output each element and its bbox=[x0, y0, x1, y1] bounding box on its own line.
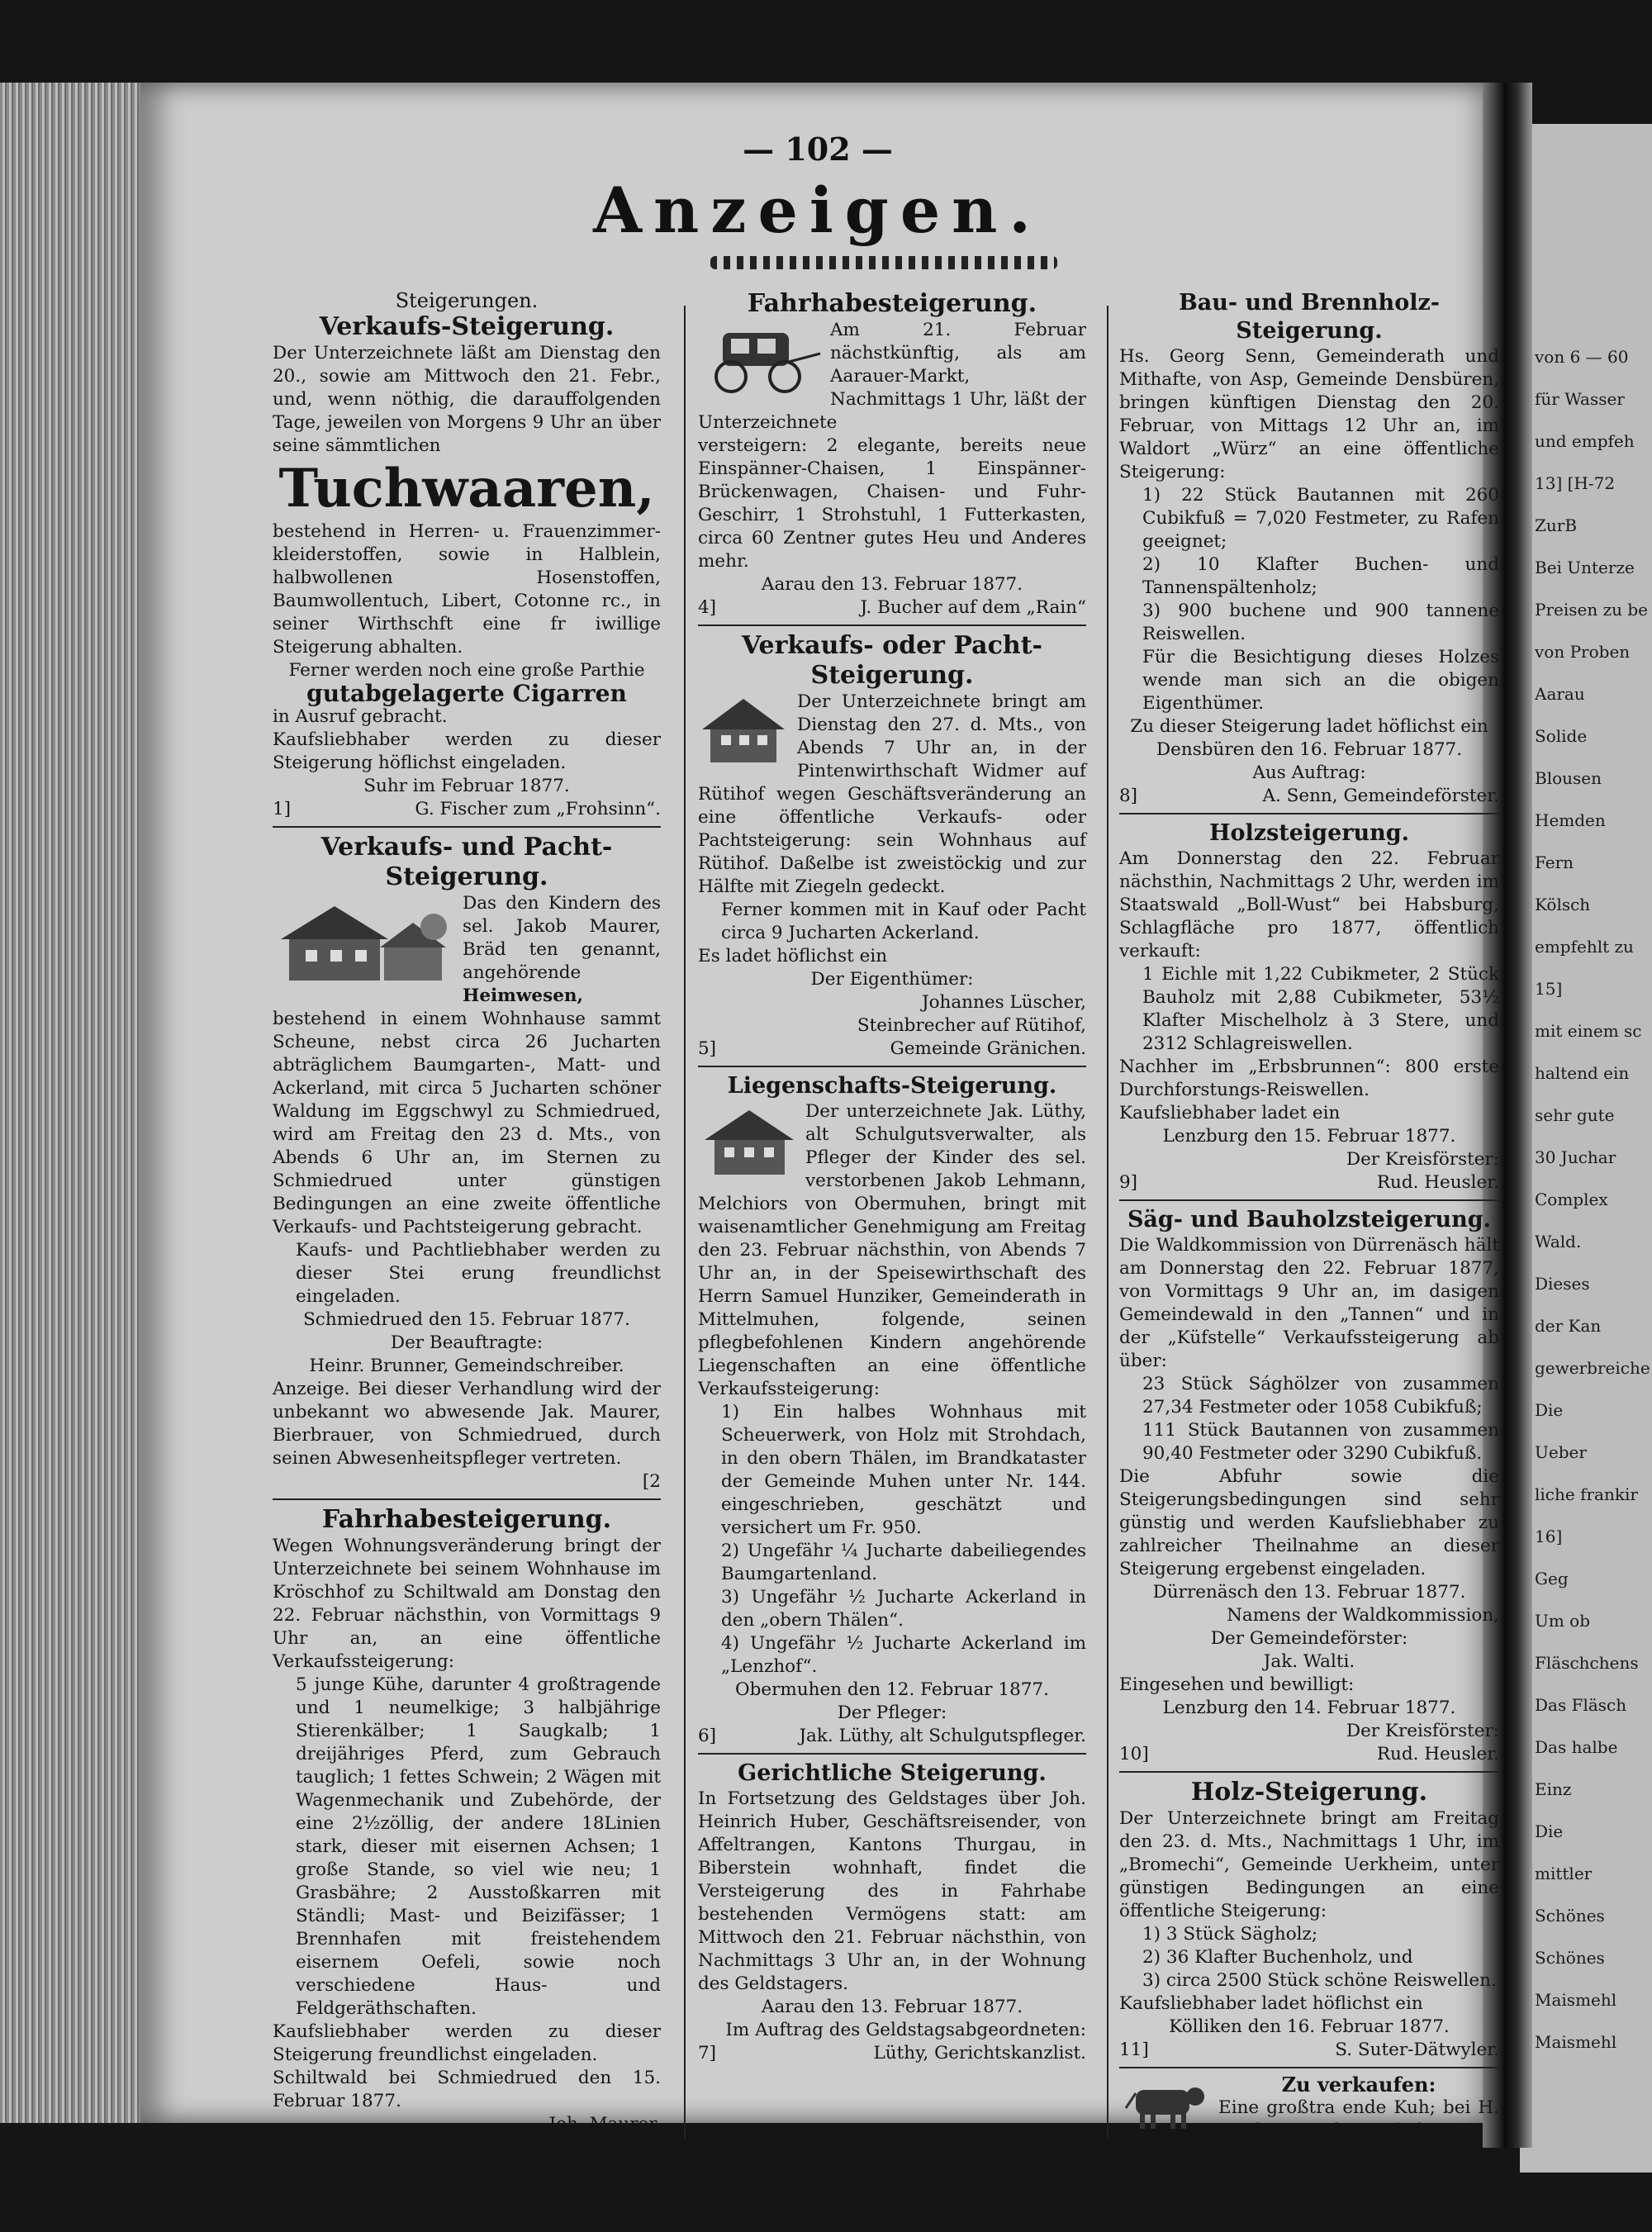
ad-item-list bbox=[1119, 1373, 1499, 1465]
ad-number: 3] bbox=[273, 2137, 292, 2158]
ad-place-date: Densbüren den 16. Februar 1877. bbox=[1156, 739, 1463, 760]
ad-signature-line bbox=[1119, 785, 1499, 808]
ad-role: Der Pfleger: bbox=[837, 1702, 947, 1723]
column-1 bbox=[273, 289, 661, 2159]
facing-page-text: mittler bbox=[1535, 1864, 1593, 1883]
ad-list-item: 2) 10 Klafter Buchen- und Tannenspältenholz; bbox=[1142, 554, 1499, 598]
ad-number: 6] bbox=[698, 1726, 717, 1746]
ad-place-date: Schmiedrued den 15. Februar 1877. bbox=[303, 1309, 630, 1330]
facing-page-fragment bbox=[1520, 124, 1652, 2173]
ad-title: Holzsteigerung. bbox=[1208, 820, 1410, 846]
ad-item-list bbox=[1119, 484, 1499, 646]
facing-page-text: Bei Unterze bbox=[1535, 558, 1635, 577]
ad-text: Eingesehen und bewilligt: bbox=[1119, 1674, 1355, 1695]
ad-signature-line bbox=[1119, 1171, 1499, 1194]
ad-signature-line bbox=[1119, 2039, 1499, 2062]
facing-page-text: Fläschchens bbox=[1535, 1653, 1639, 1673]
facing-page-text: Preisen zu be bbox=[1535, 600, 1649, 620]
ad-text-bold: Heimwesen, bbox=[463, 985, 583, 1006]
ad-text: Wegen Wohnungsveränderung bringt der Unterzeichnete bei seinem Wohnhause im Kröschhof zu Schiltwald am Donstag den 22. Februar nächsthin, von Vormittags 9 Uhr an, an eine öffentliche Verkaufssteigerung: bbox=[273, 1536, 661, 1672]
ad-role: Der Kreisförster: bbox=[1346, 1721, 1499, 1741]
ad-signature: Lüthy, Gerichtskanzlist. bbox=[873, 2043, 1086, 2063]
ad-signature: Heinr. Brunner, Gemeindschreiber. bbox=[309, 1356, 624, 1376]
ad-divider bbox=[273, 1498, 661, 1500]
facing-page-text: Geg bbox=[1535, 1569, 1569, 1589]
facing-page-text: 15] bbox=[1535, 979, 1563, 999]
facing-page-text: mit einem sc bbox=[1535, 1021, 1642, 1041]
carriage-illustration bbox=[698, 321, 822, 395]
ad-signature-line bbox=[698, 596, 1086, 620]
ad-subheadline: gutabgelagerte Cigarren bbox=[306, 680, 627, 707]
ad-text: in Ausruf gebracht. bbox=[273, 706, 448, 727]
ad-text: Der Unterzeichnete bringt am Freitag den 23. d. Mts., Nachmittags 1 Uhr, im „Bromechi“, Gemeinde Uerkheim, unter günstigen Bedingungen an eine öffentliche Steigerung: bbox=[1119, 1808, 1499, 1921]
ad-number: 8] bbox=[1119, 786, 1138, 806]
ad-signature-line bbox=[698, 1038, 1086, 1061]
facing-page-text: der Kan bbox=[1535, 1316, 1602, 1336]
ad-number: 7] bbox=[698, 2043, 717, 2063]
ad-list-item: 1) 3 Stück Sägholz; bbox=[1142, 1924, 1318, 1945]
ad-divider bbox=[1119, 2067, 1499, 2068]
ad-number: 11] bbox=[1119, 2040, 1149, 2060]
ad-text: Hs. Georg Senn, Gemeinderath und Mithafte, von Asp, Gemeinde Densbüren, bringen künftigen Dienstag den 20. Februar, von Mittags 12 Uhr an, im Waldort „Würz“ an eine öffentliche Steigerung: bbox=[1119, 346, 1499, 482]
ad-signature-line bbox=[698, 2042, 1086, 2065]
ad-list-item: 3) Ungefähr ½ Jucharte Ackerland in den „obern Thälen“. bbox=[721, 1587, 1086, 1631]
ad-signature: Joh. Maurer. bbox=[548, 2114, 661, 2135]
ad-title: Verkaufs- oder Pacht-Steigerung. bbox=[741, 631, 1043, 690]
ad-signature: Johannes Lüscher, bbox=[921, 992, 1086, 1013]
ad-role: Der Eigenthümer: bbox=[810, 969, 974, 990]
facing-page-text: für Wasser bbox=[1535, 389, 1625, 409]
facing-page-text: Schönes bbox=[1535, 1906, 1605, 1926]
ad-list-item: 2) Ungefähr ¼ Jucharte dabeiliegendes Baumgartenland. bbox=[721, 1541, 1086, 1584]
ad-number: 10] bbox=[1119, 1744, 1149, 1764]
facing-page-text: Wald. bbox=[1535, 1232, 1582, 1251]
ad-title: Zu verkaufen: bbox=[1281, 2073, 1436, 2097]
section-title: Anzeigen. bbox=[593, 173, 1042, 247]
ad-item-list bbox=[1119, 1923, 1499, 1992]
facing-page-text: empfehlt zu bbox=[1535, 937, 1634, 957]
facing-page-text: Maismehl bbox=[1535, 1990, 1617, 2010]
ad-text: Der Unterzeichnete bringt am Dienstag den 27. d. Mts., von Abends 7 Uhr an, in der Pintenwirthschaft Widmer auf Rütihof wegen Geschäftsveränderung an eine öffentliche Verkaufs- oder Pachtsteigerung: sein Wohnhaus auf Rütihof. Daßelbe ist zweistöckig und zur Hälfte mit Ziegeln gedeckt. bbox=[698, 691, 1086, 897]
ad-place-date: Kölliken den 16. Februar 1877. bbox=[1169, 2016, 1450, 2037]
facing-page-text: Dieses bbox=[1535, 1274, 1590, 1294]
title-ornament bbox=[710, 256, 1057, 269]
ad-note: Anzeige. Bei dieser Verhandlung wird der unbekannt wo abwesende Jak. Maurer, Bierbrauer, von Schmiedrued, durch seinen Abwesenheitspfleger vertreten. bbox=[273, 1379, 661, 1469]
facing-page-text: Einz bbox=[1535, 1779, 1572, 1799]
ad-item-list bbox=[698, 1401, 1086, 1679]
ad-text: Zu dieser Steigerung ladet höflichst ein bbox=[1130, 716, 1488, 737]
ad-signature-line bbox=[698, 1725, 1086, 1748]
facing-page-text: Complex bbox=[1535, 1190, 1608, 1209]
ad-text: Kaufs- und Pachtliebhaber werden zu dieser Stei erung freundlichst eingeladen. bbox=[296, 1240, 661, 1307]
ad-signature: J. Bucher auf dem „Rain“ bbox=[860, 597, 1086, 618]
ad-list-item: 2) 36 Klafter Buchenholz, und bbox=[1142, 1947, 1413, 1968]
ad-note: Für die Besichtigung dieses Holzes wende man sich an die obigen Eigenthümer. bbox=[1142, 647, 1499, 714]
ad-list-item: 1) 22 Stück Bautannen mit 260 Cubikfuß = 7,020 Festmeter, zu Rafen geeignet; bbox=[1142, 485, 1499, 552]
ad-signature-line bbox=[1119, 1743, 1499, 1766]
facing-page-text: Schönes bbox=[1535, 1948, 1605, 1968]
ad-signature: Jak. Lüthy, alt Schulgutspfleger. bbox=[799, 1726, 1086, 1746]
column-rule bbox=[684, 306, 686, 2139]
book-page-edges bbox=[0, 83, 157, 2123]
facing-page-text: 13] [H-72 bbox=[1535, 473, 1616, 493]
ad-list-item: 3) circa 2500 Stück schöne Reiswellen. bbox=[1142, 1970, 1497, 1991]
ad-title: Liegenschafts-Steigerung. bbox=[727, 1073, 1057, 1099]
facing-page-text: Blousen bbox=[1535, 768, 1602, 788]
facing-page-text: Aarau bbox=[1535, 684, 1585, 704]
ad-text: bestehend in Herren- u. Frauenzimmer-kleiderstoffen, sowie in Halblein, halbwollenen Hosenstoffen, Baumwollentuch, Libert, Cotonne rc., in seiner Wirthschft eine fr iwillige Steigerung abhalten. bbox=[273, 521, 661, 658]
ad-list: 5 junge Kühe, darunter 4 großtragende und 1 neumelkige; 3 halbjährige Stierenkälber; 1 Saugkalb; 1 dreijähriges Pferd, zum Gebrauch tauglich; 1 fettes Schwein; 2 Wägen mit Wagenmechanik und Zubehörde, der eine 2½zöllig, der andere 18Linien stark, dieser mit eisernen Achsen; 1 große Stande, so viel wie neu; 1 Grasbähre; 2 Ausstoßkarren mit Ständli; Mast- und Beizifässer; 1 Brennhafen mit freistehendem eisernem Oefeli, sowie noch verschiedene Haus- und Feldgeräthschaften. bbox=[296, 1674, 661, 2019]
ad-signature: G. Fischer zum „Frohsinn“. bbox=[415, 799, 661, 819]
ad-headline: Tuchwaaren, bbox=[278, 458, 655, 520]
ad-role: Namens der Waldkommission, bbox=[1227, 1605, 1499, 1626]
facing-page-text: Fern bbox=[1535, 852, 1574, 872]
ad-text: Am 21. Februar nächstkünftig, als am Aarauer-Markt, Nachmittags 1 Uhr, läßt der Unterzeichnete bbox=[698, 320, 1086, 433]
column-heading: Steigerungen. bbox=[395, 289, 539, 312]
page-number: — 102 — bbox=[743, 131, 893, 168]
ad-number: 4] bbox=[698, 597, 717, 618]
ad-text: bestehend in einem Wohnhause sammt Scheune, nebst circa 26 Jucharten abträglichem Baumgarten-, Matt- und Ackerland, mit circa 5 Jucharten schöner Waldung im Eggschwyl zu Schmiedrued, wird am Freitag den 23 d. Mts., von Abends 6 Uhr an, im Sternen zu Schmiedrued unter günstigen Bedingungen an eine zweite öffentliche Verkaufs- und Pachtsteigerung gebracht. bbox=[273, 1009, 661, 1237]
ad-title: Holz-Steigerung. bbox=[1190, 1778, 1428, 1807]
ad-list-item: 23 Stück Sághölzer von zusammen 27,34 Festmeter oder 1058 Cubikfuß; bbox=[1142, 1374, 1499, 1418]
facing-page-text: ZurB bbox=[1535, 515, 1578, 535]
ad-place-date: Aarau den 13. Februar 1877. bbox=[761, 1997, 1023, 2017]
ad-text: Nachher im „Erbsbrunnen“: 800 erste Durchforstungs-Reiswellen. bbox=[1119, 1057, 1499, 1100]
ad-text: Kaufsliebhaber ladet höflichst ein bbox=[1119, 1993, 1423, 2014]
ad-place-date: Suhr im Februar 1877. bbox=[363, 776, 570, 796]
ad-note: Die Abfuhr sowie die Steigerungsbedingungen sind sehr günstig und werden Kaufsliebhaber zu zahlreicher Theilnahme an dieser Steigerung ergebenst eingeladen. bbox=[1119, 1466, 1499, 1579]
ad-text: Ferner kommen mit in Kauf oder Pacht circa 9 Jucharten Ackerland. bbox=[721, 900, 1086, 943]
ad-text: Am Donnerstag den 22. Februar nächsthin, Nachmittags 2 Uhr, werden im Staatswald „Boll-Wust“ bei Habsburg, Schlagfläche pro 1877, öffentlich verkauft: bbox=[1119, 848, 1499, 962]
facing-page-text: Kölsch bbox=[1535, 895, 1591, 914]
ad-title: Fahrhabesteigerung. bbox=[321, 1505, 612, 1534]
ad-role: Der Beauftragte: bbox=[390, 1332, 544, 1353]
ad-text: Eine großtra ende Kuh; bei H. Fischer, Wirth in Mörikon. bbox=[1218, 2097, 1499, 2141]
ad-signature: Rud. Heusler. bbox=[1376, 1172, 1499, 1193]
facing-page-text: 30 Juchar bbox=[1535, 1147, 1616, 1167]
facing-page-text: haltend ein bbox=[1535, 1063, 1630, 1083]
facing-page-text: Maismehl bbox=[1535, 2032, 1617, 2052]
ad-divider bbox=[1119, 1771, 1499, 1773]
ad-text: Die Waldkommission von Dürrenäsch hält am Donnerstag den 22. Februar 1877, von Vormittags 9 Uhr an, im dasigen Gemeindewald in den „Tannen“ und in der „Küfstelle“ Verkaufssteigerung ab über: bbox=[1119, 1235, 1499, 1371]
column-rule bbox=[1107, 306, 1108, 2139]
ad-place-date: Schiltwald bei Schmiedrued den 15. Februar 1877. bbox=[273, 2068, 661, 2111]
facing-page-text: Die bbox=[1535, 1400, 1564, 1420]
facing-page-text: Um ob bbox=[1535, 1611, 1591, 1631]
ad-list-item: 4) Ungefähr ½ Jucharte Ackerland im „Lenzhof“. bbox=[721, 1633, 1086, 1677]
ad-title: Verkaufs-Steigerung. bbox=[319, 312, 615, 341]
ad-signature: Jak. Walti. bbox=[1263, 1651, 1355, 1672]
facing-page-text: Hemden bbox=[1535, 810, 1606, 830]
ad-text: versteigern: 2 elegante, bereits neue Einspänner-Chaisen, 1 Einspänner-Brückenwagen, Chaisen- und Fuhr-Geschirr, 1 Strohstuhl, 1 Futterkasten, circa 60 Zentner gutes Heu und Anderes mehr. bbox=[698, 435, 1086, 572]
column-2 bbox=[698, 289, 1086, 2065]
ad-signature: A. Senn, Gemeindeförster. bbox=[1262, 786, 1499, 806]
ad-title: Bau- und Brennholz-Steigerung. bbox=[1178, 290, 1440, 344]
ad-text: Der unterzeichnete Jak. Lüthy, alt Schulgutsverwalter, als Pfleger der Kinder des sel. verstorbenen Jakob Lehmann, Melchiors von Obermuhen, bringt mit waisenamtlicher Genehmigung am Freitag den 23. Februar nächsthin, von Abends 7 Uhr an, in der Speisewirthschaft des Herrn Samuel Hunziker, Gemeinderath in Mittelmuhen, folgende, seinen pflegbefohlenen Kindern angehörende Liegenschaften an eine öffentliche Verkaufssteigerung: bbox=[698, 1101, 1086, 1399]
facing-page-text: sehr gute bbox=[1535, 1105, 1615, 1125]
ad-text: In Fortsetzung des Geldstages über Joh. Heinrich Huber, Geschäftsreisender, von Affeltrangen, Kantons Thurgau, in Biberstein wohnhaft, findet die Versteigerung des in Fahrhabe bestehenden Vermögens statt: am Mittwoch den 21. Februar nächsthin, von Nachmittags 3 Uhr an, in der Wohnung des Geldstagers. bbox=[698, 1788, 1086, 1994]
facing-page-text: und empfeh bbox=[1535, 431, 1635, 451]
ad-text: Kaufsliebhaber werden zu dieser Steigerung freundlichst eingeladen. bbox=[273, 2021, 661, 2065]
ad-number: 12] bbox=[1119, 2144, 1149, 2164]
ad-number: 5] bbox=[698, 1038, 717, 1059]
ad-list-item: 3) 900 buchene und 900 tannene Reiswellen. bbox=[1142, 601, 1499, 644]
facing-page-text: von Proben bbox=[1535, 642, 1631, 662]
ad-text: Der Unterzeichnete läßt am Dienstag den 20., sowie am Mittwoch den 21. Febr., und, wenn nöthig, die darauffolgenden Tage, jeweilen von Morgens 9 Uhr an über seine sämmtlichen bbox=[273, 343, 661, 456]
ad-signature: Gemeinde Gränichen. bbox=[890, 1038, 1086, 1059]
ad-role: Im Auftrag des Geldstagsabgeordneten: bbox=[725, 2020, 1086, 2040]
ad-title: Verkaufs- und Pacht-Steigerung. bbox=[320, 833, 613, 891]
ad-role: Der Gemeindeförster: bbox=[1210, 1628, 1408, 1649]
ad-list: 1 Eichle mit 1,22 Cubikmeter, 2 Stück Bauholz mit 2,88 Cubikmeter, 53½ Klafter Mischelholz à 3 Stere, und 2312 Schlagreiswellen. bbox=[1142, 964, 1499, 1054]
ad-place-date: Lenzburg den 15. Februar 1877. bbox=[1162, 1126, 1456, 1147]
ad-number: 9] bbox=[1119, 1172, 1138, 1193]
ad-text: Das den Kindern des sel. Jakob Maurer, Bräd ten genannt, angehörende bbox=[463, 893, 661, 983]
ad-place-date: Lenzburg den 14. Februar 1877. bbox=[1162, 1698, 1456, 1718]
facing-page-text: Die bbox=[1535, 1821, 1564, 1841]
column-3 bbox=[1119, 289, 1499, 2166]
ad-role: Aus Auftrag: bbox=[1252, 762, 1366, 783]
house-illustration bbox=[698, 1102, 797, 1180]
facing-page-text: Das Fläsch bbox=[1535, 1695, 1627, 1715]
ad-number: 1] bbox=[273, 799, 292, 819]
ad-role: Der Kreisförster: bbox=[1346, 1149, 1499, 1170]
facing-page-text: liche frankir bbox=[1535, 1484, 1638, 1504]
ad-place-date: Obermuhen den 12. Februar 1877. bbox=[735, 1679, 1049, 1700]
ad-place-date: Aarau den 13. Februar 1877. bbox=[761, 574, 1023, 595]
ad-signature-line bbox=[273, 798, 661, 821]
farmhouse-illustration bbox=[273, 894, 454, 993]
facing-page-text: Solide bbox=[1535, 726, 1588, 746]
facing-page-text: gewerbreiche bbox=[1535, 1358, 1650, 1378]
ad-divider bbox=[698, 624, 1086, 626]
ad-signature: Steinbrecher auf Rütihof, bbox=[857, 1015, 1086, 1036]
facing-page-text: Ueber bbox=[1535, 1442, 1587, 1462]
ad-signature: Rud. Heusler. bbox=[1376, 1744, 1499, 1764]
facing-page-text: Das halbe bbox=[1535, 1737, 1618, 1757]
ad-place-date: Dürrenäsch den 13. Februar 1877. bbox=[1152, 1582, 1466, 1603]
ad-text: Kaufsliebhaber ladet ein bbox=[1119, 1103, 1341, 1123]
house-illustration bbox=[698, 692, 789, 767]
ad-text: Ferner werden noch eine große Parthie bbox=[288, 660, 645, 681]
ad-divider bbox=[1119, 1199, 1499, 1201]
ad-title: Säg- und Bauholzsteigerung. bbox=[1127, 1207, 1492, 1232]
ad-text: Kaufsliebhaber werden zu dieser Steigerung höflichst eingeladen. bbox=[273, 729, 661, 773]
ad-divider bbox=[1119, 813, 1499, 814]
ad-title: Fahrhabesteigerung. bbox=[747, 289, 1037, 318]
ad-list-item: 1) Ein halbes Wohnhaus mit Scheuerwerk, von Holz mit Strohdach, in den obern Thälen, im Brandkataster der Gemeinde Muhen unter Nr. 144. eingeschrieben, geschätzt und versichert um Fr. 950. bbox=[721, 1402, 1086, 1538]
ad-divider bbox=[273, 826, 661, 828]
ad-divider bbox=[698, 1753, 1086, 1755]
ad-divider bbox=[698, 1066, 1086, 1067]
facing-page-text: 16] bbox=[1535, 1527, 1563, 1546]
ad-number: [2 bbox=[642, 1471, 661, 1492]
ad-signature: S. Suter-Dätwyler. bbox=[1335, 2040, 1499, 2060]
ad-list-item: 111 Stück Bautannen von zusammen 90,40 Festmeter oder 3290 Cubikfuß. bbox=[1142, 1420, 1499, 1464]
ad-text: Es ladet höflichst ein bbox=[698, 946, 888, 966]
facing-page-text: von 6 — 60 bbox=[1535, 347, 1629, 367]
ad-title: Gerichtliche Steigerung. bbox=[738, 1760, 1047, 1786]
cow-illustration bbox=[1119, 2075, 1210, 2133]
